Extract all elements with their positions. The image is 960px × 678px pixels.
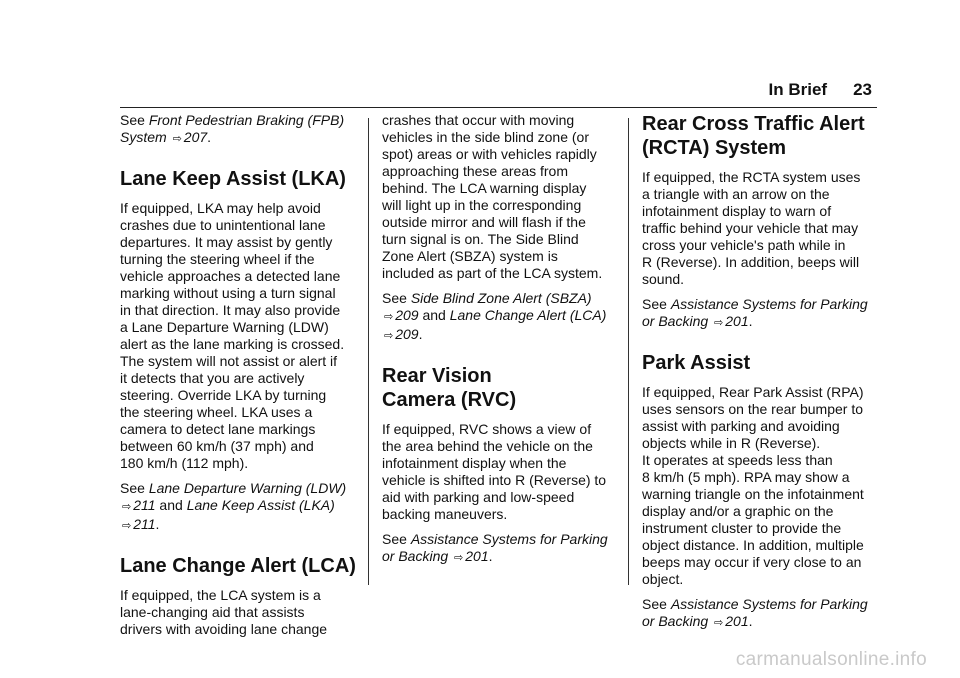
page-ref-201[interactable]: 201	[725, 313, 749, 329]
heading-lka: Lane Keep Assist (LKA)	[120, 168, 346, 190]
page-ref-arrow-icon: ⇨	[172, 133, 182, 145]
lca-paragraph: If equipped, the LCA system is a lane-changing aid that assists drivers with avoiding lane change	[120, 587, 328, 637]
page-ref-211[interactable]: 211	[133, 516, 156, 532]
parking-assist-link[interactable]: Assistance Systems for Parking or Backing	[642, 296, 868, 329]
page-ref-arrow-icon: ⇨	[384, 311, 394, 323]
page-ref-arrow-icon: ⇨	[122, 501, 132, 513]
page-header	[769, 80, 872, 100]
heading-lca: Lane Change Alert (LCA)	[120, 555, 356, 577]
column-2	[382, 112, 618, 575]
lca-paragraph-cont: crashes that occur with moving vehicles in the side blind zone (or spot) areas or with vehicles rapidly approaching these areas from behind. The LCA warning display will light up in the corresponding outside mirror and will flash if the turn signal is on. The Side Blind Zone Alert (SBZA) system is included as part of the LCA system.	[382, 112, 603, 281]
page-ref-211[interactable]: 211	[133, 497, 156, 513]
watermark: carmanualsonline.info	[735, 649, 927, 670]
section-title: In Brief	[768, 80, 828, 99]
parking-assist-link[interactable]: Assistance Systems for Parking or Backing	[642, 596, 868, 629]
column-3	[642, 112, 878, 640]
page-ref-arrow-icon: ⇨	[122, 520, 132, 532]
cross-reference: See Side Blind Zone Alert (SBZA) ⇨ 209 and Lane Change Alert (LCA) ⇨ 209.	[382, 290, 607, 342]
fpb-link[interactable]: Front Pedestrian Braking (FPB) System	[120, 112, 345, 145]
column-divider	[628, 118, 629, 585]
header-rule	[120, 107, 877, 108]
heading-rvc: Rear Vision Camera (RVC)	[382, 365, 517, 411]
ldw-link[interactable]: Lane Departure Warning (LDW)	[148, 480, 347, 496]
page-ref-209[interactable]: 209	[395, 307, 419, 323]
cross-reference: See Assistance Systems for Parking or Backing ⇨ 201.	[382, 531, 608, 564]
page-ref-arrow-icon: ⇨	[384, 330, 394, 342]
page-ref-201[interactable]: 201	[725, 613, 749, 629]
page-ref-arrow-icon: ⇨	[714, 617, 724, 629]
lca-link[interactable]: Lane Change Alert (LCA)	[449, 307, 607, 323]
sbza-link[interactable]: Side Blind Zone Alert (SBZA)	[410, 290, 592, 306]
lka-link[interactable]: Lane Keep Assist (LKA)	[186, 497, 335, 513]
rvc-paragraph: If equipped, RVC shows a view of the area behind the vehicle on the infotainment display when the vehicle is shifted into R (Reverse) to aid with parking and low-speed backing maneuvers.	[382, 421, 607, 522]
page-ref-201[interactable]: 201	[465, 548, 489, 564]
park-assist-paragraph: If equipped, Rear Park Assist (RPA) uses sensors on the rear bumper to assist with parking and avoiding objects while in R (Reverse). It operates at speeds less than 8 km/h (5 mph). RPA may show a warning triangle on the infotainment display and/or a graphic on the instrument cluster to provide the object distance. In addition, multiple beeps may occur if very close to an object.	[642, 384, 864, 587]
heading-rcta: Rear Cross Traffic Alert (RCTA) System	[642, 113, 865, 159]
lka-paragraph: If equipped, LKA may help avoid crashes due to unintentional lane departures. It may assist by gently turning the steering wheel if the vehicle approaches a detected lane marking without using a turn signal in that direction. It may also provide a Lane Departure Warning (LDW) alert as the lane marking is crossed. The system will not assist or alert if it detects that you are actively steering. Override LKA by turning the steering wheel. LKA uses a camera to detect lane markings between 60 km/h (37 mph) and 180 km/h (112 mph).	[120, 200, 345, 471]
column-1	[120, 112, 356, 646]
page-number: 23	[853, 80, 872, 99]
page-ref-207[interactable]: 207	[183, 129, 208, 145]
rcta-paragraph: If equipped, the RCTA system uses a triangle with an arrow on the infotainment display to warn of traffic behind your vehicle that may cross your vehicle's path while in R (Reverse). In addition, beeps will sound.	[642, 169, 861, 287]
page-ref-209[interactable]: 209	[395, 326, 419, 342]
page-ref-arrow-icon: ⇨	[714, 317, 724, 329]
page-ref-arrow-icon: ⇨	[454, 552, 464, 564]
cross-reference: See Lane Departure Warning (LDW) ⇨ 211 and Lane Keep Assist (LKA) ⇨ 211.	[120, 480, 347, 532]
cross-reference: See Assistance Systems for Parking or Backing ⇨ 201.	[642, 296, 868, 329]
column-divider	[368, 118, 369, 585]
parking-assist-link[interactable]: Assistance Systems for Parking or Backing	[382, 531, 608, 564]
cross-reference: See Assistance Systems for Parking or Backing ⇨ 201.	[642, 596, 868, 629]
cross-reference: See Front Pedestrian Braking (FPB) System ⇨ 207.	[120, 112, 345, 145]
heading-park-assist: Park Assist	[642, 352, 751, 374]
